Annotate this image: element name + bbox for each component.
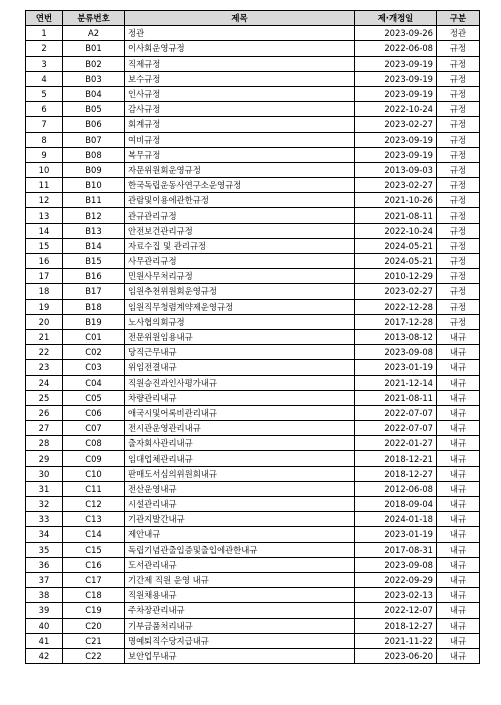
header-title: 제목	[125, 11, 355, 26]
row-no: 23	[26, 360, 63, 375]
row-category: 내규	[437, 481, 480, 496]
row-no: 8	[26, 132, 63, 147]
row-code: B02	[63, 56, 125, 71]
row-title: 직원승진과인사평가내규	[125, 375, 355, 390]
row-category: 규정	[437, 223, 480, 238]
row-no: 7	[26, 117, 63, 132]
row-date: 2021-10-26	[355, 193, 437, 208]
row-no: 1	[26, 26, 63, 41]
row-no: 31	[26, 481, 63, 496]
table-row	[26, 497, 480, 512]
row-code: C19	[63, 603, 125, 618]
row-category: 내규	[437, 360, 480, 375]
row-code: C18	[63, 588, 125, 603]
row-no: 5	[26, 86, 63, 101]
row-category: 규정	[437, 238, 480, 253]
row-title: 안전보건관리규정	[125, 223, 355, 238]
row-title: 임대업체관리내규	[125, 451, 355, 466]
row-code: C02	[63, 345, 125, 360]
row-no: 40	[26, 618, 63, 633]
row-category: 내규	[437, 648, 480, 663]
row-category: 규정	[437, 254, 480, 269]
row-title: 출자회사관리내규	[125, 436, 355, 451]
row-date: 2022-12-07	[355, 603, 437, 618]
row-title: 임원추천위원회운영규정	[125, 284, 355, 299]
row-date: 2022-06-08	[355, 41, 437, 56]
row-date: 2022-12-28	[355, 299, 437, 314]
table-row	[26, 481, 480, 496]
row-code: B05	[63, 102, 125, 117]
row-date: 2023-09-19	[355, 56, 437, 71]
row-category: 내규	[437, 557, 480, 572]
row-title: 복무규정	[125, 147, 355, 162]
row-code: B03	[63, 71, 125, 86]
table-row	[26, 254, 480, 269]
row-no: 29	[26, 451, 63, 466]
table-row	[26, 603, 480, 618]
row-date: 2022-01-27	[355, 436, 437, 451]
row-title: 차량관리내규	[125, 390, 355, 405]
row-date: 2018-09-04	[355, 497, 437, 512]
row-no: 15	[26, 238, 63, 253]
table-row	[26, 542, 480, 557]
row-category: 내규	[437, 542, 480, 557]
row-title: 보안업무내규	[125, 648, 355, 663]
row-no: 24	[26, 375, 63, 390]
row-category: 규정	[437, 117, 480, 132]
table-row	[26, 648, 480, 663]
row-code: C21	[63, 633, 125, 648]
row-date: 2023-09-08	[355, 557, 437, 572]
row-date: 2018-12-21	[355, 451, 437, 466]
row-date: 2022-07-07	[355, 421, 437, 436]
row-date: 2023-02-27	[355, 117, 437, 132]
row-code: C08	[63, 436, 125, 451]
row-code: C07	[63, 421, 125, 436]
table-row	[26, 360, 480, 375]
row-no: 2	[26, 41, 63, 56]
table-row	[26, 102, 480, 117]
row-category: 내규	[437, 466, 480, 481]
row-title: 자문위원회운영규정	[125, 162, 355, 177]
row-no: 28	[26, 436, 63, 451]
table-row	[26, 527, 480, 542]
table-row	[26, 147, 480, 162]
row-title: 전산운영내규	[125, 481, 355, 496]
row-code: C03	[63, 360, 125, 375]
row-code: C06	[63, 405, 125, 420]
table-row	[26, 26, 480, 41]
row-code: A2	[63, 26, 125, 41]
row-title: 정관	[125, 26, 355, 41]
table-row	[26, 512, 480, 527]
row-date: 2023-02-27	[355, 284, 437, 299]
row-title: 인사규정	[125, 86, 355, 101]
row-title: 관규관리규정	[125, 208, 355, 223]
table-row	[26, 633, 480, 648]
row-no: 17	[26, 269, 63, 284]
row-code: B07	[63, 132, 125, 147]
row-no: 20	[26, 314, 63, 329]
row-code: B04	[63, 86, 125, 101]
row-category: 규정	[437, 193, 480, 208]
row-code: C04	[63, 375, 125, 390]
row-category: 규정	[437, 132, 480, 147]
table-row	[26, 162, 480, 177]
row-no: 3	[26, 56, 63, 71]
row-no: 4	[26, 71, 63, 86]
row-no: 27	[26, 421, 63, 436]
row-title: 직원채용내규	[125, 588, 355, 603]
row-title: 애국시및어록비관리내규	[125, 405, 355, 420]
row-date: 2022-09-29	[355, 572, 437, 587]
row-code: C11	[63, 481, 125, 496]
table-row	[26, 178, 480, 193]
table-row	[26, 223, 480, 238]
row-category: 내규	[437, 421, 480, 436]
row-code: B13	[63, 223, 125, 238]
row-category: 내규	[437, 603, 480, 618]
row-code: C22	[63, 648, 125, 663]
row-category: 내규	[437, 572, 480, 587]
row-date: 2013-09-03	[355, 162, 437, 177]
row-category: 규정	[437, 56, 480, 71]
table-row	[26, 557, 480, 572]
header-row	[26, 11, 480, 26]
table-row	[26, 588, 480, 603]
row-no: 35	[26, 542, 63, 557]
row-title: 한국독립운동사연구소운영규정	[125, 178, 355, 193]
row-no: 32	[26, 497, 63, 512]
row-no: 21	[26, 329, 63, 344]
row-code: C15	[63, 542, 125, 557]
row-no: 14	[26, 223, 63, 238]
row-category: 정관	[437, 26, 480, 41]
row-date: 2022-07-07	[355, 405, 437, 420]
row-no: 38	[26, 588, 63, 603]
row-code: C17	[63, 572, 125, 587]
row-date: 2024-01-18	[355, 512, 437, 527]
row-category: 규정	[437, 299, 480, 314]
row-category: 규정	[437, 269, 480, 284]
row-date: 2024-05-21	[355, 238, 437, 253]
table-row	[26, 299, 480, 314]
row-title: 전문위원임용내규	[125, 329, 355, 344]
row-no: 19	[26, 299, 63, 314]
header-code: 분류번호	[63, 11, 125, 26]
table-row	[26, 329, 480, 344]
row-title: 제안내규	[125, 527, 355, 542]
row-no: 11	[26, 178, 63, 193]
table-row	[26, 405, 480, 420]
row-no: 33	[26, 512, 63, 527]
row-title: 위임전결내규	[125, 360, 355, 375]
row-title: 명예퇴직수당지급내규	[125, 633, 355, 648]
row-code: B16	[63, 269, 125, 284]
row-date: 2010-12-29	[355, 269, 437, 284]
row-code: B17	[63, 284, 125, 299]
row-date: 2022-10-24	[355, 102, 437, 117]
table-body	[26, 26, 480, 664]
table-row	[26, 41, 480, 56]
table-row	[26, 193, 480, 208]
row-date: 2021-12-14	[355, 375, 437, 390]
row-code: B01	[63, 41, 125, 56]
row-no: 37	[26, 572, 63, 587]
row-date: 2018-12-27	[355, 618, 437, 633]
table-row	[26, 314, 480, 329]
row-date: 2021-08-11	[355, 208, 437, 223]
row-code: C16	[63, 557, 125, 572]
row-code: B19	[63, 314, 125, 329]
row-date: 2023-09-08	[355, 345, 437, 360]
row-date: 2023-09-19	[355, 132, 437, 147]
row-category: 내규	[437, 618, 480, 633]
row-date: 2024-05-21	[355, 254, 437, 269]
row-no: 30	[26, 466, 63, 481]
row-category: 내규	[437, 375, 480, 390]
row-title: 당직근무내규	[125, 345, 355, 360]
row-code: B14	[63, 238, 125, 253]
row-category: 규정	[437, 41, 480, 56]
row-code: C20	[63, 618, 125, 633]
row-category: 규정	[437, 178, 480, 193]
table-row	[26, 284, 480, 299]
row-code: B12	[63, 208, 125, 223]
row-no: 36	[26, 557, 63, 572]
table-row	[26, 375, 480, 390]
row-category: 내규	[437, 329, 480, 344]
row-category: 내규	[437, 451, 480, 466]
table-row	[26, 572, 480, 587]
row-title: 회계규정	[125, 117, 355, 132]
row-code: B10	[63, 178, 125, 193]
row-no: 26	[26, 405, 63, 420]
table-row	[26, 269, 480, 284]
header-date: 제·개정일	[355, 11, 437, 26]
row-category: 내규	[437, 588, 480, 603]
row-no: 6	[26, 102, 63, 117]
row-date: 2023-09-19	[355, 71, 437, 86]
row-date: 2023-09-19	[355, 86, 437, 101]
row-date: 2021-08-11	[355, 390, 437, 405]
row-code: C05	[63, 390, 125, 405]
row-no: 41	[26, 633, 63, 648]
row-title: 기간제 직원 운영 내규	[125, 572, 355, 587]
row-code: B11	[63, 193, 125, 208]
row-category: 규정	[437, 86, 480, 101]
row-no: 13	[26, 208, 63, 223]
table-row	[26, 208, 480, 223]
row-no: 18	[26, 284, 63, 299]
row-date: 2017-08-31	[355, 542, 437, 557]
table-row	[26, 618, 480, 633]
row-no: 16	[26, 254, 63, 269]
row-title: 감사규정	[125, 102, 355, 117]
row-date: 2023-01-19	[355, 527, 437, 542]
row-code: C14	[63, 527, 125, 542]
row-category: 내규	[437, 527, 480, 542]
regulations-table	[25, 10, 480, 664]
row-title: 시설관리내규	[125, 497, 355, 512]
row-category: 규정	[437, 208, 480, 223]
row-category: 규정	[437, 284, 480, 299]
table-row	[26, 56, 480, 71]
row-category: 규정	[437, 147, 480, 162]
row-no: 10	[26, 162, 63, 177]
row-date: 2013-08-12	[355, 329, 437, 344]
row-no: 25	[26, 390, 63, 405]
row-date: 2023-02-13	[355, 588, 437, 603]
row-category: 내규	[437, 405, 480, 420]
row-category: 내규	[437, 390, 480, 405]
row-code: B18	[63, 299, 125, 314]
row-date: 2017-12-28	[355, 314, 437, 329]
table-row	[26, 71, 480, 86]
table-row	[26, 390, 480, 405]
row-title: 관람및이용에관한규정	[125, 193, 355, 208]
row-code: C12	[63, 497, 125, 512]
row-title: 자료수집 및 관리규정	[125, 238, 355, 253]
row-title: 여비규정	[125, 132, 355, 147]
table-row	[26, 86, 480, 101]
row-date: 2023-06-20	[355, 648, 437, 663]
row-code: B08	[63, 147, 125, 162]
row-code: B15	[63, 254, 125, 269]
row-category: 규정	[437, 71, 480, 86]
row-title: 기부금품처리내규	[125, 618, 355, 633]
row-date: 2023-09-19	[355, 147, 437, 162]
table-row	[26, 451, 480, 466]
row-code: B09	[63, 162, 125, 177]
table-row	[26, 238, 480, 253]
row-no: 42	[26, 648, 63, 663]
table-row	[26, 132, 480, 147]
table-row	[26, 421, 480, 436]
row-category: 규정	[437, 314, 480, 329]
row-category: 규정	[437, 162, 480, 177]
row-code: B06	[63, 117, 125, 132]
row-date: 2012-06-08	[355, 481, 437, 496]
row-title: 독립기념관출입증및출입에관한내규	[125, 542, 355, 557]
row-title: 도서관리내규	[125, 557, 355, 572]
row-title: 임원직무청렴계약제운영규정	[125, 299, 355, 314]
row-category: 내규	[437, 633, 480, 648]
header-category: 구분	[437, 11, 480, 26]
row-title: 민원사무처리규정	[125, 269, 355, 284]
row-title: 이사회운영규정	[125, 41, 355, 56]
row-title: 노사협의회규정	[125, 314, 355, 329]
row-code: C09	[63, 451, 125, 466]
row-no: 22	[26, 345, 63, 360]
row-category: 내규	[437, 345, 480, 360]
row-date: 2018-12-27	[355, 466, 437, 481]
row-title: 주차장관리내규	[125, 603, 355, 618]
table-row	[26, 117, 480, 132]
row-category: 내규	[437, 512, 480, 527]
row-category: 내규	[437, 436, 480, 451]
row-title: 판매도서심의위원회내규	[125, 466, 355, 481]
table-row	[26, 436, 480, 451]
row-title: 전시관운영관리내규	[125, 421, 355, 436]
row-date: 2022-10-24	[355, 223, 437, 238]
row-title: 사무관리규정	[125, 254, 355, 269]
row-title: 보수규정	[125, 71, 355, 86]
row-title: 기관지발간내규	[125, 512, 355, 527]
row-no: 39	[26, 603, 63, 618]
row-date: 2023-02-27	[355, 178, 437, 193]
row-code: C10	[63, 466, 125, 481]
row-date: 2023-01-19	[355, 360, 437, 375]
table-row	[26, 345, 480, 360]
row-category: 규정	[437, 102, 480, 117]
row-code: C01	[63, 329, 125, 344]
row-date: 2021-11-22	[355, 633, 437, 648]
table-row	[26, 466, 480, 481]
row-no: 34	[26, 527, 63, 542]
row-no: 12	[26, 193, 63, 208]
row-category: 내규	[437, 497, 480, 512]
row-code: C13	[63, 512, 125, 527]
row-no: 9	[26, 147, 63, 162]
row-date: 2023-09-26	[355, 26, 437, 41]
header-no: 연번	[26, 11, 63, 26]
row-title: 직제규정	[125, 56, 355, 71]
